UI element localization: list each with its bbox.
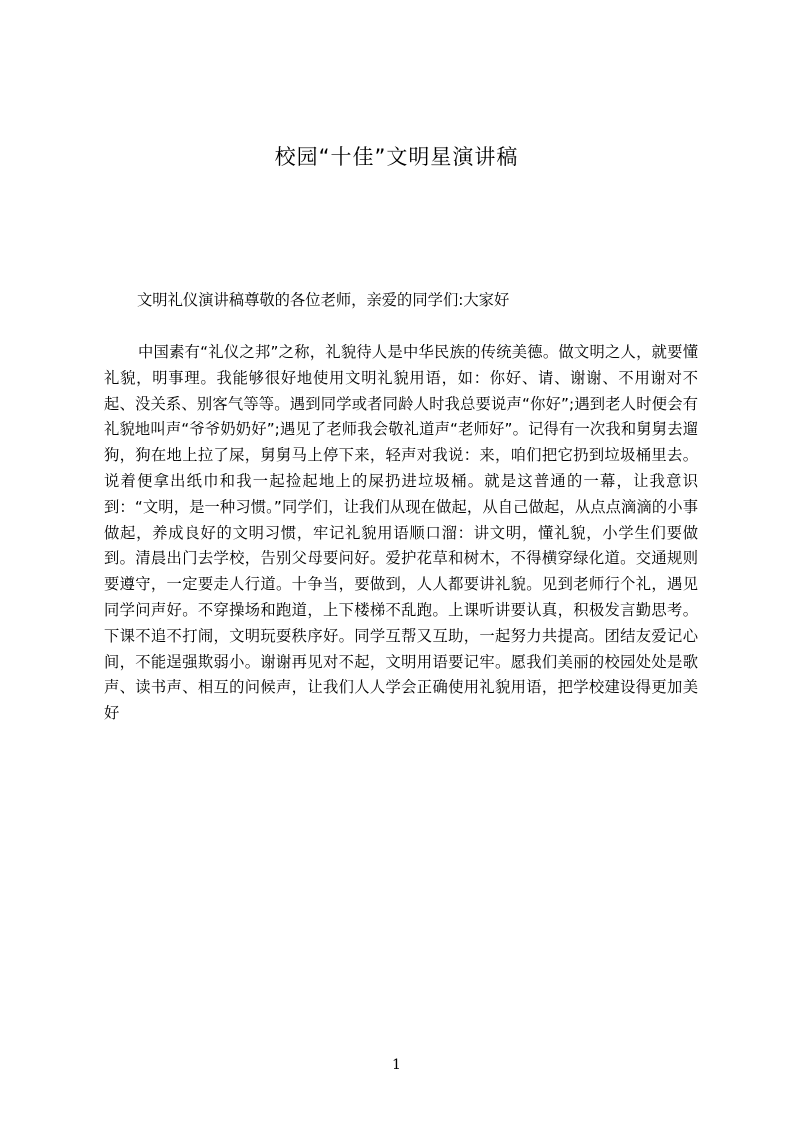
document-title: 校园“十佳”文明星演讲稿	[274, 145, 519, 169]
speech-body-paragraph: 中国素有“礼仪之邦”之称，礼貌待人是中华民族的传统美德。做文明之人，就要懂礼貌，明事理。我能够很好地使用文明礼貌用语，如：你好、请、谢谢、不用谢对不起、没关系、别客气等等。遇到同学或者同龄人时我总要说声“你好”;遇到老人时便会有礼貌地叫声“爷爷奶奶好”;遇见了老师我会敬礼道声“老师好”。记得有一次我和舅舅去遛狗，狗在地上拉了屎，舅舅马上停下来，轻声对我说：来，咱们把它扔到垃圾桶里去。说着便拿出纸巾和我一起捡起地上的屎扔进垃圾桶。就是这普通的一幕，让我意识到：“文明，是一种习惯。”同学们，让我们从现在做起，从自己做起，从点点滴滴的小事做起，养成良好的文明习惯，牢记礼貌用语顺口溜：讲文明，懂礼貌，小学生们要做到。清晨出门去学校，告别父母要问好。爱护花草和树木，不得横穿绿化道。交通规则要遵守，一定要走人行道。十争当，要做到，人人都要讲礼貌。见到老师行个礼，遇见同学问声好。不穿操场和跑道，上下楼梯不乱跑。上课听讲要认真，积极发言勤思考。下课不追不打闹，文明玩耍秩序好。同学互帮又互助，一起努力共提高。团结友爱记心间，不能逞强欺弱小。谢谢再见对不起，文明用语要记牢。愿我们美丽的校园处处是歌声、读书声、相互的问候声，让我们人人学会正确使用礼貌用语，把学校建设得更加美好	[104, 343, 698, 723]
greeting-line: 文明礼仪演讲稿尊敬的各位老师，亲爱的同学们:大家好	[137, 291, 510, 309]
page-number: 1	[392, 1057, 401, 1073]
